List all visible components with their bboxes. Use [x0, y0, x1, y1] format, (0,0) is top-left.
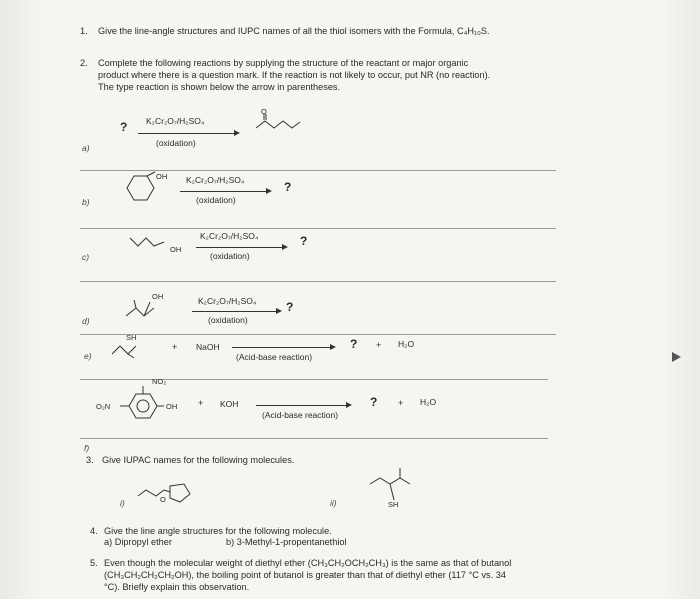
reaction-e-question: ? [350, 337, 358, 351]
divider-b [80, 228, 556, 229]
q1-text: Give the line-angle structures and IUPC names of all the thiol isomers with the Formula, C₄H₁₀S. [98, 26, 490, 36]
q2-line3: The type reaction is shown below the arrow in parentheses. [98, 82, 341, 92]
mouse-cursor-icon [672, 352, 681, 362]
reaction-f-oh: OH [166, 402, 178, 411]
reaction-b-cyclohexanol-ring [120, 172, 160, 206]
q4-text: Give the line angle structures for the following molecule. [104, 526, 332, 536]
reaction-f-plus: + [198, 398, 204, 408]
reaction-a-arrow [138, 133, 238, 134]
reaction-f-water: H₂O [420, 397, 437, 407]
reaction-f-question: ? [370, 395, 378, 409]
reaction-b-arrow [180, 191, 270, 192]
reaction-e-type: (Acid-base reaction) [236, 352, 313, 362]
q2-line1: Complete the following reactions by supplying the structure of the reactant or major organic [98, 58, 469, 68]
q2-number: 2. [80, 58, 88, 68]
reaction-d-oh: OH [152, 292, 164, 301]
q5-line1: Even though the molecular weight of diethyl ether (CH₃CH₂OCH₂CH₃) is the same as that of butanol [104, 558, 512, 568]
q4-part-b: b) 3-Methyl-1-propentanethiol [226, 537, 347, 547]
q3-i-label: i) [120, 498, 125, 508]
reaction-d-reagent: K₂Cr₂O₇/H₂SO₄ [198, 296, 257, 306]
divider-f [80, 438, 548, 439]
reaction-d-question: ? [286, 300, 294, 314]
reaction-c-type: (oxidation) [210, 251, 250, 261]
reaction-f-no2: NO₂ [152, 377, 167, 386]
q3-i-oxygen: O [160, 495, 166, 504]
reaction-b-reagent: K₂Cr₂O₇/H₂SO₄ [186, 175, 245, 185]
reaction-c-label: c) [82, 252, 90, 262]
reaction-b-label: b) [82, 197, 90, 207]
reaction-a-reagent: K₂Cr₂O₇/H₂SO₄ [146, 116, 205, 126]
reaction-a-question: ? [120, 120, 128, 134]
reaction-e-base: NaOH [196, 342, 220, 352]
reaction-e-plus2: + [376, 340, 382, 350]
reaction-f-type: (Acid-base reaction) [262, 410, 339, 420]
q3-ii-sh: SH [388, 500, 399, 509]
reaction-c-oh: OH [170, 245, 182, 254]
reaction-e-water: H₂O [398, 339, 415, 349]
divider-d [80, 334, 556, 335]
q1-number: 1. [80, 26, 88, 36]
q3-ii-thiol-structure [368, 468, 420, 504]
reaction-a-label: a) [82, 143, 90, 153]
reaction-b-question: ? [284, 180, 292, 194]
q2-line2: product where there is a question mark. If the reaction is not likely to occur, put NR (no reaction). [98, 70, 491, 80]
reaction-d-arrow [192, 311, 280, 312]
reaction-e-plus: + [172, 342, 178, 352]
reaction-f-label: f) [84, 443, 90, 453]
reaction-a-ketone-structure [252, 114, 312, 134]
q5-line2: (CH₃CH₂CH₂CH₂OH), the boiling point of butanol is greater than that of diethyl ether (117 °C vs. 34 [104, 570, 506, 580]
reaction-c-alcohol-structure [128, 232, 172, 252]
reaction-d-type: (oxidation) [208, 315, 248, 325]
reaction-e-label: e) [84, 351, 92, 361]
reaction-a-type: (oxidation) [156, 138, 196, 148]
reaction-b-oh: OH [156, 172, 168, 181]
divider-e [80, 379, 548, 380]
q4-part-a: a) Dipropyl ether [104, 537, 172, 547]
reaction-e-sh: SH [126, 333, 137, 342]
reaction-f-base: KOH [220, 399, 239, 409]
divider-c [80, 281, 556, 282]
reaction-d-alcohol-structure [124, 300, 172, 322]
q5-line3: °C). Briefly explain this observation. [104, 582, 250, 592]
reaction-d-label: d) [82, 316, 90, 326]
q5-number: 5. [90, 558, 98, 568]
reaction-f-phenol-ring [120, 386, 170, 426]
reaction-c-reagent: K₂Cr₂O₇/H₂SO₄ [200, 231, 259, 241]
reaction-f-arrow [256, 405, 350, 406]
q3-text: Give IUPAC names for the following molecules. [102, 455, 295, 465]
q3-i-ether-structure [136, 480, 202, 506]
reaction-e-arrow [232, 347, 334, 348]
q4-number: 4. [90, 526, 98, 536]
reaction-f-plus2: + [398, 398, 404, 408]
reaction-c-question: ? [300, 234, 308, 248]
reaction-e-thiol-structure [110, 340, 150, 360]
q3-number: 3. [86, 455, 94, 465]
divider-a [80, 170, 556, 171]
reaction-c-arrow [196, 247, 286, 248]
q3-ii-label: ii) [330, 498, 337, 508]
reaction-f-o2n: O₂N [96, 402, 111, 411]
reaction-a-carbonyl-o: O [261, 107, 267, 116]
reaction-b-type: (oxidation) [196, 195, 236, 205]
